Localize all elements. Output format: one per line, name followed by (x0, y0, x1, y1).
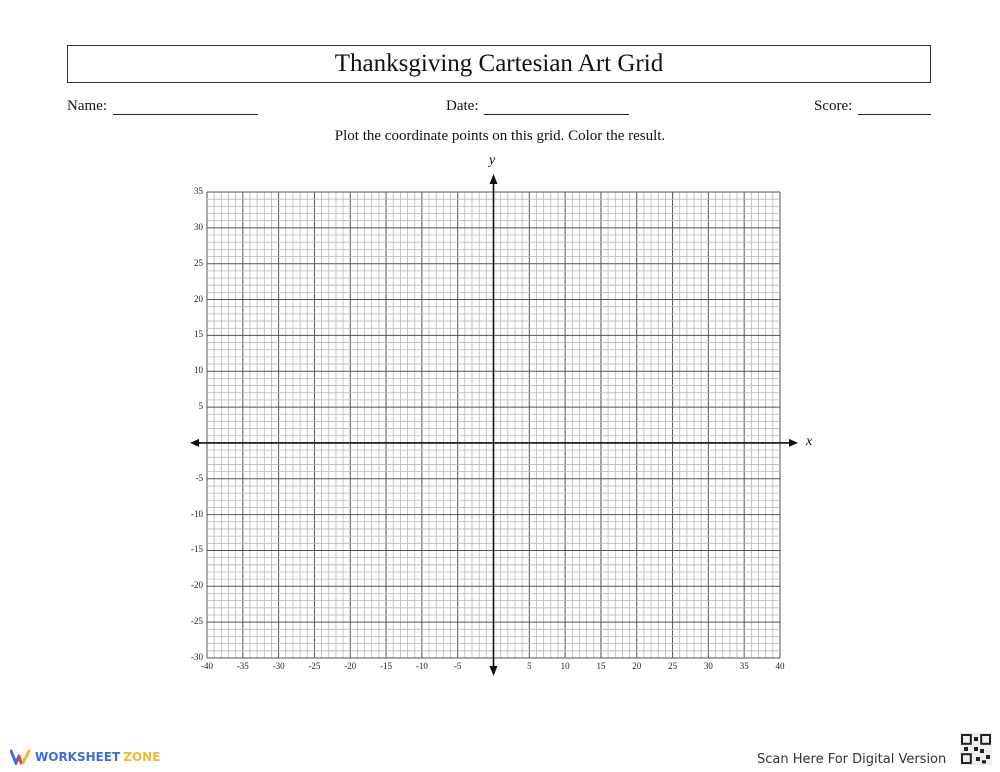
x-tick-label: -35 (236, 661, 249, 671)
y-axis-label: y (489, 153, 496, 168)
x-tick-label: 25 (668, 661, 678, 671)
brand-part2: ZONE (123, 750, 161, 764)
date-label: Date: (446, 98, 479, 114)
x-tick-label: -10 (415, 661, 428, 671)
x-tick-label: 15 (596, 661, 606, 671)
y-tick-label: 5 (198, 401, 203, 412)
x-tick-label: -20 (344, 661, 357, 671)
logo-icon (10, 749, 32, 765)
x-tick-label: 40 (775, 661, 785, 671)
x-tick-label: -5 (453, 661, 462, 671)
x-tick-label: -40 (201, 661, 213, 671)
x-tick-label: 10 (560, 661, 570, 671)
x-tick-label: -15 (380, 661, 393, 671)
instructions: Plot the coordinate points on this grid. Color the result. (334, 128, 666, 144)
worksheetzone-logo (10, 749, 160, 765)
y-tick-label: -15 (191, 544, 203, 555)
y-tick-label: 30 (194, 221, 203, 232)
x-tick-label: 20 (632, 661, 642, 671)
qr-code-icon[interactable] (960, 733, 992, 765)
brand-part1: WORKSHEET (35, 750, 121, 764)
scan-text: Scan Here For Digital Version (757, 752, 947, 767)
x-tick-label: 30 (703, 661, 713, 671)
y-tick-label: 35 (194, 186, 203, 196)
y-tick-label: -20 (191, 580, 203, 591)
y-tick-label: 15 (194, 329, 203, 340)
x-tick-label: 5 (527, 661, 532, 671)
y-tick-label: -30 (191, 652, 203, 662)
x-axis-label: x (806, 434, 813, 449)
y-tick-label: -10 (191, 508, 203, 519)
y-tick-label: 20 (194, 293, 203, 304)
x-tick-label: -30 (272, 661, 285, 671)
name-label: Name: (67, 98, 107, 114)
y-tick-label: 25 (194, 257, 203, 268)
x-tick-label: -25 (308, 661, 321, 671)
y-tick-label: 10 (194, 365, 203, 376)
y-tick-label: -25 (191, 616, 203, 627)
x-tick-label: 35 (739, 661, 749, 671)
y-tick-label: -5 (195, 472, 203, 483)
score-label: Score: (814, 98, 853, 114)
page-title: Thanksgiving Cartesian Art Grid (334, 50, 664, 77)
